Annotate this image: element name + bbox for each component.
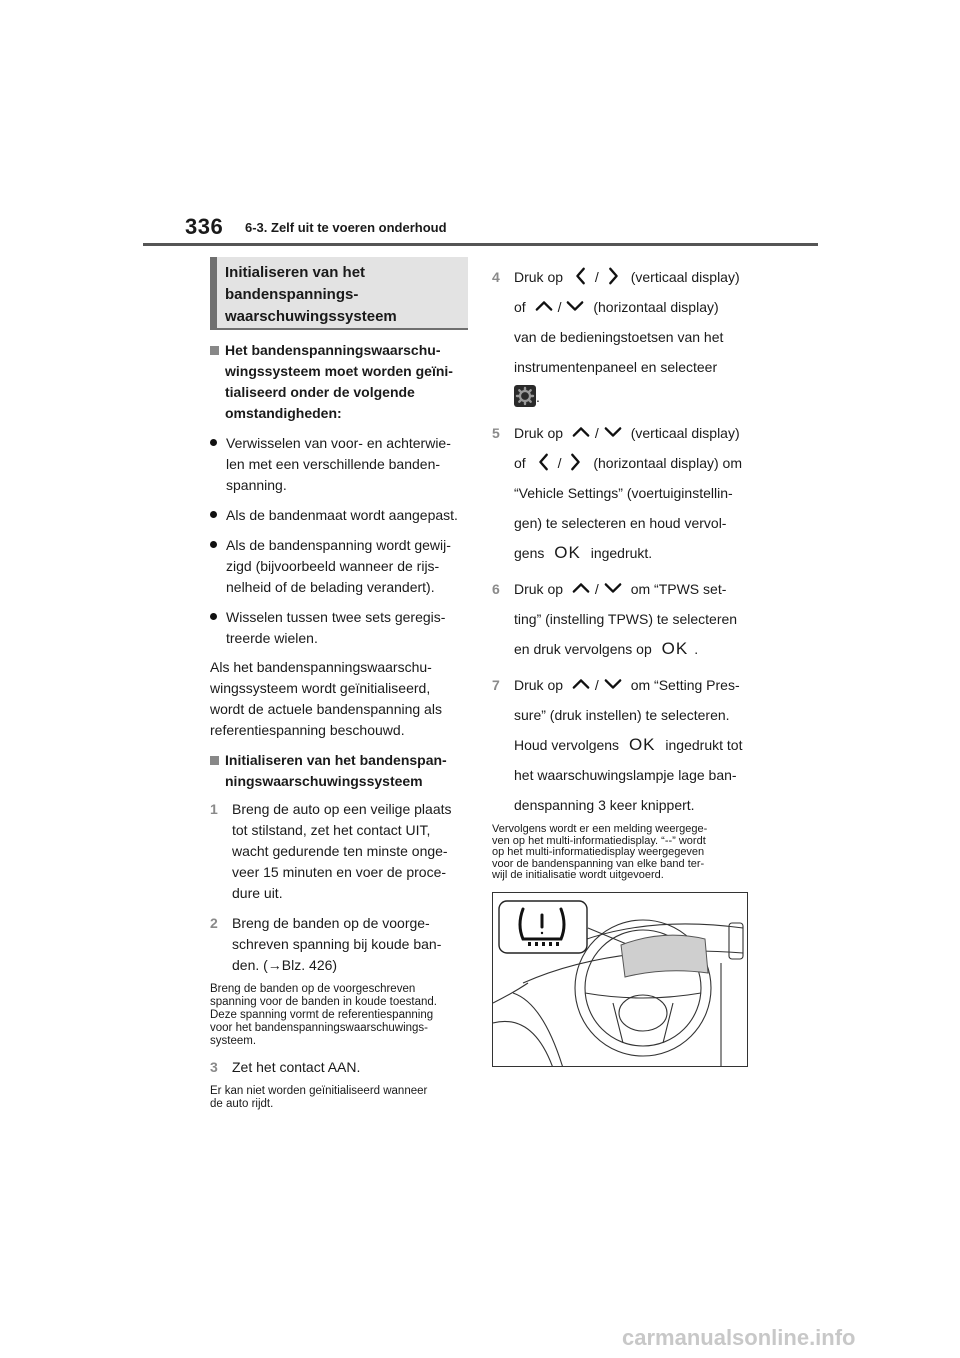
text-line: het waarschuwingslampje lage ban- xyxy=(514,767,737,783)
watermark: carmanualsonline.info xyxy=(622,1325,856,1350)
text-line: Breng de auto op een veilige plaats xyxy=(232,801,452,817)
text-line: Als de bandenmaat wordt aangepast. xyxy=(226,507,458,523)
ok-button-icon: OK xyxy=(628,735,656,754)
text-line: wijl de initialisatie wordt uitgevoerd. xyxy=(492,869,664,881)
text-line: wordt de actuele bandenspanning als xyxy=(210,701,442,717)
bullet-dot-icon xyxy=(210,511,217,518)
chevron-up-icon xyxy=(571,675,591,693)
text-line: len met een verschillende banden- xyxy=(226,456,441,472)
header-rule xyxy=(143,243,818,246)
text-fragment: om “TPWS set- xyxy=(630,581,727,597)
chevron-up-icon xyxy=(534,297,554,315)
left-column xyxy=(210,340,472,1111)
text-line: Als de bandenspanning wordt gewij- xyxy=(226,537,451,553)
note xyxy=(492,824,754,882)
chevron-down-icon xyxy=(565,297,585,315)
text-line: Als het bandenspanningswaarschu- xyxy=(210,659,432,675)
text-line xyxy=(514,538,742,568)
section-title: 6-3. Zelf uit te voeren onderhoud xyxy=(245,220,447,235)
text-fragment: Druk op xyxy=(514,425,564,441)
text-fragment: of xyxy=(514,455,526,471)
text-line: wacht gedurende ten minste onge- xyxy=(232,843,448,859)
text-fragment: (verticaal display) xyxy=(630,269,740,285)
step-number: 5 xyxy=(492,425,500,441)
text-fragment: . xyxy=(536,389,540,405)
text-line: zigd (bijvoorbeeld wanneer de rijs- xyxy=(226,558,440,574)
text-line xyxy=(514,418,742,448)
right-column xyxy=(492,262,754,882)
text-line: spanning. xyxy=(226,477,287,493)
square-bullet-icon xyxy=(210,346,219,355)
page-number: 336 xyxy=(185,214,224,239)
subheading-conditions xyxy=(210,340,472,424)
heading-line: Initialiseren van het xyxy=(225,264,366,281)
text-line xyxy=(514,670,742,700)
bullet-item xyxy=(210,433,472,496)
ok-button-icon: OK xyxy=(661,639,689,658)
text-line: Verwisselen van voor- en achterwie- xyxy=(226,435,451,451)
text-line: omstandigheden: xyxy=(225,405,342,421)
bullet-item xyxy=(210,505,472,526)
bullet-item xyxy=(210,607,472,649)
text-fragment: Houd vervolgens xyxy=(514,737,620,753)
text-line xyxy=(514,730,742,760)
text-line: spanning voor de banden in koude toestand. xyxy=(210,996,437,1008)
text-fragment: (horizontaal display) xyxy=(593,299,719,315)
gear-icon xyxy=(514,385,536,407)
heading-line: bandenspannings- xyxy=(225,286,359,303)
text-line: Er kan niet worden geïnitialiseerd wanneer xyxy=(210,1085,428,1097)
text-line: instrumentenpaneel en selecteer xyxy=(514,359,718,375)
text-fragment: / xyxy=(557,299,562,315)
bullet-dot-icon xyxy=(210,613,217,620)
text-line: treerde wielen. xyxy=(226,630,318,646)
chevron-left-icon xyxy=(571,267,591,285)
step-number: 2 xyxy=(210,915,218,931)
text-line: Initialiseren van het bandenspan- xyxy=(225,752,447,768)
chevron-down-icon xyxy=(603,423,623,441)
text-fragment: Druk op xyxy=(514,269,564,285)
text-line xyxy=(514,448,742,478)
text-line: dure uit. xyxy=(232,885,283,901)
step-4 xyxy=(492,262,754,412)
chevron-right-icon xyxy=(565,453,585,471)
step-number: 4 xyxy=(492,269,500,285)
text-fragment: / xyxy=(594,581,599,597)
paragraph xyxy=(210,657,472,741)
step-number: 3 xyxy=(210,1059,218,1075)
text-fragment: Druk op xyxy=(514,581,564,597)
text-line: nelheid of de belading verandert). xyxy=(226,579,435,595)
ok-button-icon: OK xyxy=(554,543,581,562)
bullet-dot-icon xyxy=(210,541,217,548)
dashboard-illustration xyxy=(492,892,748,1067)
step-7 xyxy=(492,670,754,820)
bullet-item xyxy=(210,535,472,598)
text-line: denspanning 3 keer knippert. xyxy=(514,797,695,813)
step-number: 7 xyxy=(492,677,500,693)
chevron-left-icon xyxy=(534,453,554,471)
text-line: op het multi-informatiedisplay weergegeven xyxy=(492,846,705,858)
text-line: voor het bandenspanningswaarschuwings- xyxy=(210,1022,429,1034)
text-line: de auto rijdt. xyxy=(210,1098,274,1110)
text-line: ting” (instelling TPWS) te selecteren xyxy=(514,611,738,627)
text-line xyxy=(514,382,740,412)
chevron-down-icon xyxy=(603,579,623,597)
text-line: van de bedieningstoetsen van het xyxy=(514,329,724,345)
text-line: “Vehicle Settings” (voertuiginstellin- xyxy=(514,485,733,501)
page-reference-link[interactable]: den. (→Blz. 426) xyxy=(232,957,338,973)
text-line: sure” (druk instellen) te selecteren. xyxy=(514,707,730,723)
text-line: Wisselen tussen twee sets geregis- xyxy=(226,609,446,625)
step-6 xyxy=(492,574,754,664)
step-3 xyxy=(210,1057,472,1078)
text-line: Deze spanning vormt de referentiespanning xyxy=(210,1009,434,1021)
text-line: Het bandenspanningswaarschu- xyxy=(225,342,441,358)
text-line: Zet het contact AAN. xyxy=(232,1059,361,1075)
text-fragment: of xyxy=(514,299,526,315)
chevron-right-icon xyxy=(603,267,623,285)
step-1 xyxy=(210,799,472,904)
text-fragment: ingedrukt. xyxy=(590,545,653,561)
heading-line: waarschuwingssysteem xyxy=(225,308,397,325)
text-fragment: ingedrukt tot xyxy=(665,737,743,753)
text-fragment: / xyxy=(557,455,562,471)
note xyxy=(210,983,472,1048)
chevron-down-icon xyxy=(603,675,623,693)
text-line: wingssysteem moet worden geïni- xyxy=(225,363,453,379)
step-number: 1 xyxy=(210,801,218,817)
chevron-up-icon xyxy=(571,579,591,597)
text-line: schreven spanning bij koude ban- xyxy=(232,936,442,952)
square-bullet-icon xyxy=(210,756,219,765)
text-fragment: en druk vervolgens op xyxy=(514,641,652,657)
text-fragment: (horizontaal display) om xyxy=(593,455,742,471)
text-fragment: / xyxy=(594,269,599,285)
text-line: tialiseerd onder de volgende xyxy=(225,384,415,400)
section-heading xyxy=(210,257,468,330)
text-line xyxy=(514,292,740,322)
text-fragment: gens xyxy=(514,545,545,561)
bullet-dot-icon xyxy=(210,439,217,446)
text-line: wingssysteem wordt geïnitialiseerd, xyxy=(210,680,431,696)
text-line: Vervolgens wordt er een melding weergege- xyxy=(492,823,708,835)
text-line xyxy=(514,574,737,604)
subheading-initialize xyxy=(210,750,472,792)
text-line: voor de bandenspanning van elke band ter- xyxy=(492,857,705,870)
text-line: Breng de banden op de voorgeschreven xyxy=(210,983,416,995)
step-2 xyxy=(210,913,472,976)
text-line: tot stilstand, zet het contact UIT, xyxy=(232,822,431,838)
text-fragment: (verticaal display) xyxy=(630,425,740,441)
text-line: gen) te selecteren en houd vervol- xyxy=(514,515,727,531)
text-line: ningswaarschuwingssysteem xyxy=(225,773,423,789)
text-line: Breng de banden op de voorge- xyxy=(232,915,430,931)
text-fragment: / xyxy=(594,425,599,441)
text-fragment: om “Setting Pres- xyxy=(630,677,740,693)
step-5 xyxy=(492,418,754,568)
text-fragment: / xyxy=(594,677,599,693)
text-line: ven op het multi-informatiedisplay. “--” wordt xyxy=(492,834,706,847)
note xyxy=(210,1085,472,1111)
text-line: veer 15 minuten en voer de proce- xyxy=(232,864,447,880)
text-line xyxy=(514,262,740,292)
text-fragment: Druk op xyxy=(514,677,564,693)
step-number: 6 xyxy=(492,581,500,597)
chevron-up-icon xyxy=(571,423,591,441)
text-line: referentiespanning beschouwd. xyxy=(210,722,405,738)
text-line: systeem. xyxy=(210,1035,257,1047)
text-fragment: . xyxy=(694,641,699,657)
text-line xyxy=(514,634,737,664)
